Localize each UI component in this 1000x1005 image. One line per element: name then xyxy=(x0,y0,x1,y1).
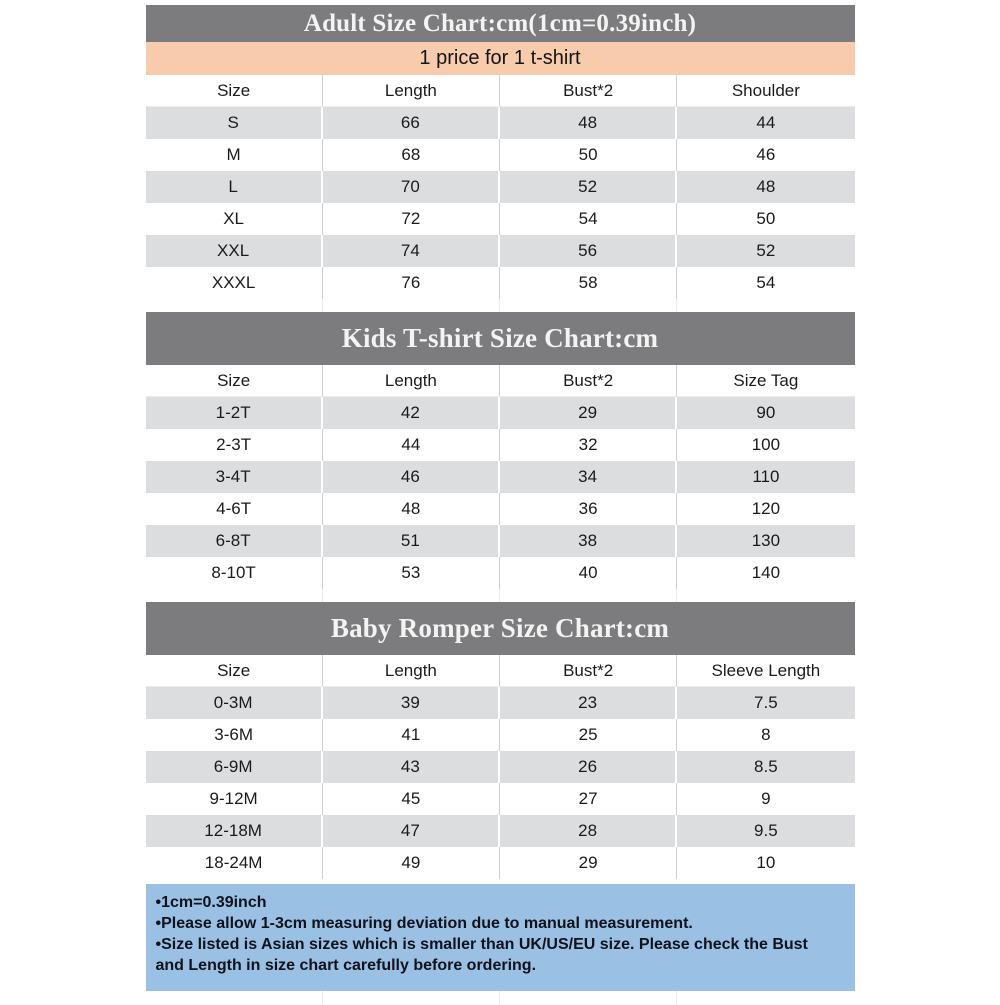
table-cell: 140 xyxy=(751,563,781,582)
table-row xyxy=(146,525,855,557)
table-cell: 74 xyxy=(323,235,500,267)
table-row xyxy=(146,171,855,203)
table-cell: 3-4T xyxy=(146,461,323,493)
table-cell: 46 xyxy=(756,145,776,164)
table-cell: 45 xyxy=(323,783,500,815)
column-guide-line xyxy=(500,299,677,312)
table-row xyxy=(146,815,855,847)
table-cell: 1-2T xyxy=(146,397,323,429)
table-row xyxy=(146,139,855,171)
table-cell: 50 xyxy=(756,209,776,228)
column-guide-line xyxy=(677,589,854,602)
table-cell: 7.5 xyxy=(754,693,778,712)
table-cell: 4-6T xyxy=(146,493,323,525)
column-guide-line xyxy=(677,299,854,312)
adult-column-header-row xyxy=(146,75,855,107)
kids-size-chart xyxy=(146,312,855,589)
table-cell: 9-12M xyxy=(146,783,323,815)
table-cell: 27 xyxy=(500,783,677,815)
table-cell: 48 xyxy=(756,177,776,196)
table-cell: 58 xyxy=(500,267,677,299)
column-guide-line xyxy=(677,991,854,1005)
table-row xyxy=(146,203,855,235)
column-guide-line xyxy=(146,991,323,1005)
table-cell: XL xyxy=(146,203,323,235)
table-cell: 44 xyxy=(756,113,776,132)
table-cell: 29 xyxy=(500,397,677,429)
table-cell: 42 xyxy=(323,397,500,429)
table-cell: 40 xyxy=(500,557,677,589)
column-header: Size xyxy=(146,75,323,106)
table-cell: 28 xyxy=(500,815,677,847)
table-row xyxy=(146,397,855,429)
table-cell: 53 xyxy=(323,557,500,589)
table-cell: 66 xyxy=(323,107,500,139)
kids-column-header-row xyxy=(146,365,855,397)
table-cell: XXL xyxy=(146,235,323,267)
column-guide-line xyxy=(500,991,677,1005)
column-header: Sleeve Length xyxy=(711,661,821,680)
table-row xyxy=(146,429,855,461)
table-cell: 51 xyxy=(323,525,500,557)
table-cell: 48 xyxy=(323,493,500,525)
kids-chart-title: Kids T-shirt Size Chart:cm xyxy=(146,312,855,365)
table-cell: 46 xyxy=(323,461,500,493)
table-row xyxy=(146,751,855,783)
table-cell: 18-24M xyxy=(146,847,323,879)
bottom-strip xyxy=(146,991,855,1005)
baby-table-body xyxy=(146,687,855,879)
column-header: Bust*2 xyxy=(500,365,677,396)
table-cell: 110 xyxy=(752,467,780,486)
adult-size-chart xyxy=(146,5,855,299)
table-row xyxy=(146,107,855,139)
table-row xyxy=(146,235,855,267)
table-cell: L xyxy=(146,171,323,203)
column-guide-line xyxy=(500,589,677,602)
table-cell: 47 xyxy=(323,815,500,847)
baby-chart-title: Baby Romper Size Chart:cm xyxy=(146,602,855,655)
notes-footer xyxy=(146,884,855,991)
table-cell: 8 xyxy=(761,725,771,744)
table-gap xyxy=(146,589,855,602)
table-cell: 52 xyxy=(500,171,677,203)
table-cell: 6-8T xyxy=(146,525,323,557)
table-cell: 9.5 xyxy=(754,821,778,840)
table-cell: 48 xyxy=(500,107,677,139)
table-cell: 26 xyxy=(500,751,677,783)
column-header: Bust*2 xyxy=(500,75,677,106)
column-header: Size xyxy=(146,365,323,396)
table-cell: 25 xyxy=(500,719,677,751)
table-cell: 76 xyxy=(323,267,500,299)
table-cell: 49 xyxy=(323,847,500,879)
table-cell: 120 xyxy=(751,499,781,518)
table-row xyxy=(146,719,855,751)
table-gap xyxy=(146,299,855,312)
footer-note: •Please allow 1-3cm measuring deviation due to manual measurement. xyxy=(155,915,693,932)
column-guide-line xyxy=(146,589,323,602)
adult-table-body xyxy=(146,107,855,299)
table-row xyxy=(146,687,855,719)
table-row xyxy=(146,783,855,815)
table-cell: 54 xyxy=(500,203,677,235)
table-cell: 38 xyxy=(500,525,677,557)
table-cell: 56 xyxy=(500,235,677,267)
table-row xyxy=(146,461,855,493)
table-cell: 8-10T xyxy=(146,557,323,589)
table-cell: 2-3T xyxy=(146,429,323,461)
table-cell: 23 xyxy=(500,687,677,719)
table-cell: 32 xyxy=(500,429,677,461)
table-cell: 29 xyxy=(500,847,677,879)
size-chart-content xyxy=(146,0,855,1005)
table-cell: 72 xyxy=(323,203,500,235)
column-header: Length xyxy=(323,655,500,686)
table-cell: 3-6M xyxy=(146,719,323,751)
table-cell: 68 xyxy=(323,139,500,171)
table-cell: 41 xyxy=(323,719,500,751)
column-header: Size xyxy=(146,655,323,686)
table-cell: 43 xyxy=(323,751,500,783)
table-cell: S xyxy=(146,107,323,139)
column-guide-line xyxy=(323,589,500,602)
table-cell: 90 xyxy=(756,403,776,422)
column-header: Shoulder xyxy=(731,81,800,100)
column-header: Length xyxy=(323,365,500,396)
table-cell: XXXL xyxy=(146,267,323,299)
table-cell: 70 xyxy=(323,171,500,203)
column-guide-line xyxy=(323,299,500,312)
kids-table-body xyxy=(146,397,855,589)
footer-note: •Size listed is Asian sizes which is smaller than UK/US/EU size. Please check the Bust and Length in size chart carefully before ordering. xyxy=(155,936,808,974)
price-banner: 1 price for 1 t-shirt xyxy=(146,42,855,75)
column-guide-line xyxy=(323,991,500,1005)
column-header: Length xyxy=(323,75,500,106)
footer-note: •1cm=0.39inch xyxy=(155,894,267,911)
column-header: Size Tag xyxy=(733,371,799,390)
table-cell: 34 xyxy=(500,461,677,493)
table-cell: 6-9M xyxy=(146,751,323,783)
adult-chart-title: Adult Size Chart:cm(1cm=0.39inch) xyxy=(146,5,855,42)
table-row xyxy=(146,847,855,879)
column-guide-line xyxy=(146,299,323,312)
column-header: Bust*2 xyxy=(500,655,677,686)
table-cell: 54 xyxy=(756,273,776,292)
table-cell: 100 xyxy=(751,435,781,454)
table-row xyxy=(146,493,855,525)
table-cell: 50 xyxy=(500,139,677,171)
table-cell: 10 xyxy=(756,853,776,872)
baby-column-header-row xyxy=(146,655,855,687)
table-row xyxy=(146,267,855,299)
table-row xyxy=(146,557,855,589)
table-cell: M xyxy=(146,139,323,171)
table-cell: 130 xyxy=(751,531,781,550)
table-cell: 12-18M xyxy=(146,815,323,847)
baby-size-chart xyxy=(146,602,855,879)
table-cell: 0-3M xyxy=(146,687,323,719)
table-cell: 52 xyxy=(756,241,776,260)
table-cell: 39 xyxy=(323,687,500,719)
table-cell: 9 xyxy=(761,789,771,808)
table-cell: 36 xyxy=(500,493,677,525)
table-cell: 44 xyxy=(323,429,500,461)
table-cell: 8.5 xyxy=(754,757,778,776)
